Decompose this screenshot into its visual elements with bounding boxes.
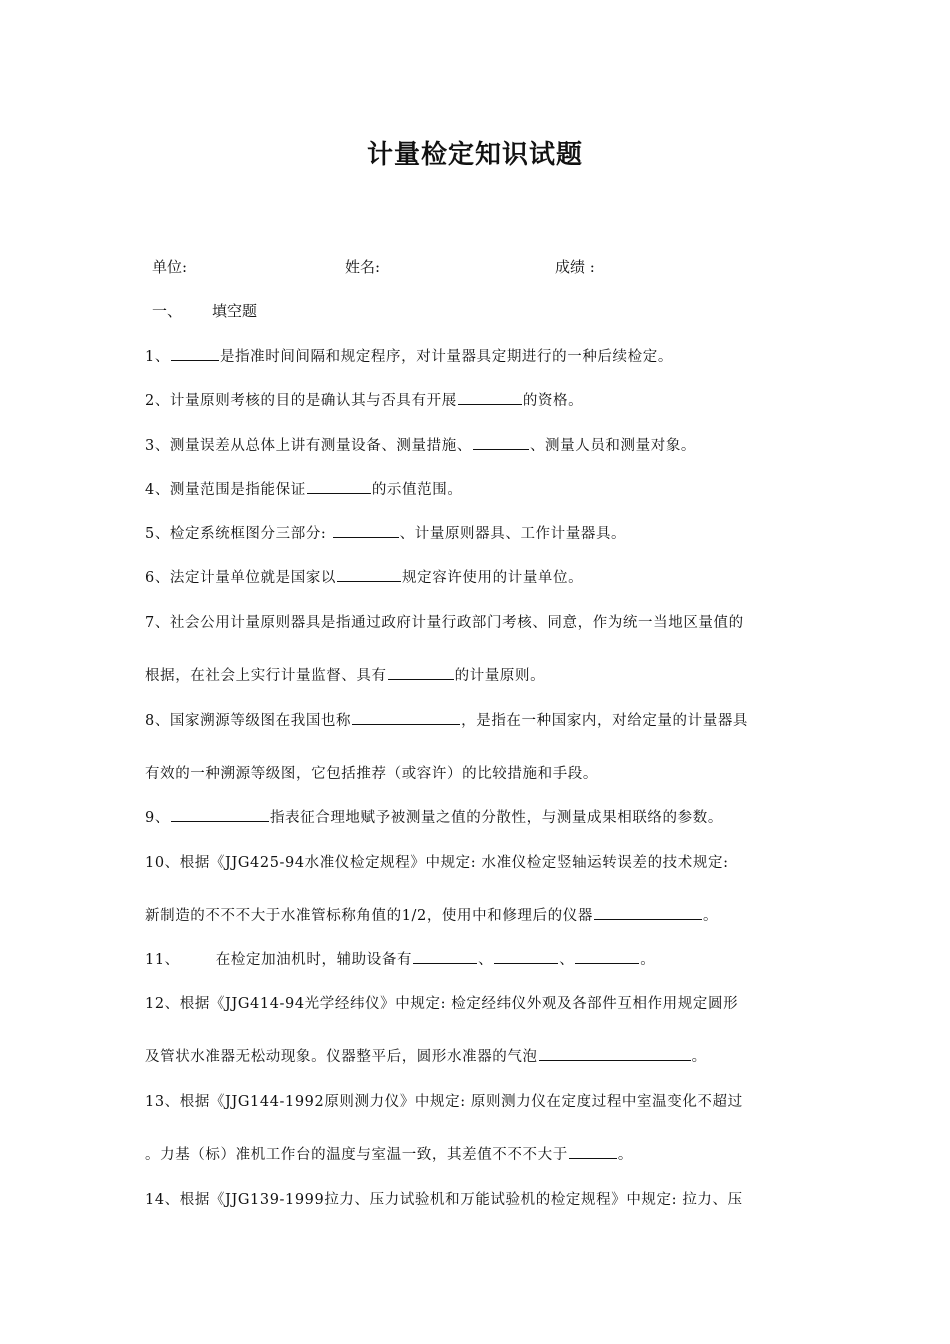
question-text: 8、国家溯源等级图在我国也称 <box>145 713 352 729</box>
question-text: 、测量人员和测量对象。 <box>529 438 697 454</box>
answer-blank <box>413 962 477 964</box>
question-6 <box>145 566 583 587</box>
answer-blank <box>569 1157 617 1159</box>
question-text: 。力基（标）准机工作台的温度与室温一致，其差值不不不大于 <box>145 1147 568 1163</box>
question-2 <box>145 389 583 410</box>
question-8 <box>145 709 748 730</box>
question-12-continued <box>145 1045 707 1066</box>
question-text: 及管状水准器无松动现象。仪器整平后，圆形水准器的气泡 <box>145 1049 538 1065</box>
answer-blank <box>594 918 702 920</box>
question-8-continued <box>145 762 598 783</box>
question-text: 5、检定系统框图分三部分: <box>145 526 327 542</box>
answer-blank <box>388 678 454 680</box>
question-text: ，是指在一种国家内，对给定量的计量器具 <box>461 713 749 729</box>
question-13 <box>145 1090 743 1111</box>
answer-blank <box>171 820 269 822</box>
question-text: 规定容许使用的计量单位。 <box>402 570 584 586</box>
unit-label: 单位: <box>152 258 188 276</box>
question-text: 的资格。 <box>522 393 584 409</box>
question-text: 有效的一种溯源等级图，它包括推荐（或容许）的比较措施和手段。 <box>145 766 598 782</box>
question-text: 6、法定计量单位就是国家以 <box>145 570 337 586</box>
answer-blank <box>458 403 522 405</box>
question-text: 4、测量范围是指能保证 <box>145 482 306 498</box>
question-text: 14、根据《JJG139-1999拉力、压力试验机和万能试验机的检定规程》中规定: 拉力、压 <box>145 1192 743 1208</box>
answer-blank <box>337 580 401 582</box>
question-text: 、 <box>478 952 494 968</box>
question-text: 10、根据《JJG425-94水准仪检定规程》中规定: 水准仪检定竖轴运转误差的技术规定: <box>145 855 729 871</box>
question-text: 是指准时间间隔和规定程序，对计量器具定期进行的一种后续检定。 <box>219 349 673 365</box>
question-text: 。 <box>640 952 656 968</box>
question-4 <box>145 478 462 499</box>
question-text: 的示值范围。 <box>371 482 463 498</box>
question-text: 。 <box>702 908 719 924</box>
question-text: 根据，在社会上实行计量监督、具有 <box>145 668 387 684</box>
score-label: 成绩 : <box>555 258 595 276</box>
question-text: 9、 <box>145 810 170 826</box>
answer-blank <box>575 962 639 964</box>
answer-blank <box>539 1059 691 1061</box>
question-10 <box>145 851 729 872</box>
question-text: 13、根据《JJG144-1992原则测力仪》中规定: 原则测力仪在定度过程中室温变化不超过 <box>145 1094 743 1110</box>
question-text: 的计量原则。 <box>454 668 546 684</box>
section-title: 填空题 <box>212 302 258 320</box>
answer-blank <box>307 492 371 494</box>
question-text: 在检定加油机时，辅助设备有 <box>215 952 413 968</box>
question-7 <box>145 611 744 632</box>
answer-blank <box>333 536 399 538</box>
section-number: 一、 <box>152 302 183 320</box>
question-9 <box>145 806 723 827</box>
question-14 <box>145 1188 743 1209</box>
question-1 <box>145 345 673 366</box>
page-title: 计量检定知识试题 <box>366 140 583 170</box>
answer-blank <box>473 448 529 450</box>
question-text: 7、社会公用计量原则器具是指通过政府计量行政部门考核、同意，作为统一当地区量值的 <box>145 615 744 631</box>
answer-blank <box>352 723 460 725</box>
question-text: 、 <box>559 952 575 968</box>
question-10-continued <box>145 904 718 925</box>
question-text: 2、计量原则考核的目的是确认其与否具有开展 <box>145 393 457 409</box>
question-7-continued <box>145 664 545 685</box>
question-text: 新制造的不不不大于水准管标称角值的1/2，使用中和修理后的仪器 <box>145 908 593 924</box>
question-text: 1、 <box>145 349 170 365</box>
question-3 <box>145 434 696 455</box>
question-text: 11、 <box>145 952 180 968</box>
answer-blank <box>171 359 219 361</box>
question-text: 3、测量误差从总体上讲有测量设备、测量措施、 <box>145 438 472 454</box>
question-text: 、计量原则器具、工作计量器具。 <box>399 526 627 542</box>
question-5 <box>145 522 626 543</box>
question-text: 。 <box>691 1049 707 1065</box>
name-label: 姓名: <box>345 258 381 276</box>
question-12 <box>145 992 738 1013</box>
answer-blank <box>494 962 558 964</box>
question-text: 。 <box>617 1147 633 1163</box>
question-text: 指表征合理地赋予被测量之值的分散性，与测量成果相联络的参数。 <box>269 810 723 826</box>
question-text: 12、根据《JJG414-94光学经纬仪》中规定: 检定经纬仪外观及各部件互相作用规定圆形 <box>145 996 739 1012</box>
question-13-continued <box>145 1143 633 1164</box>
question-11 <box>145 948 655 969</box>
